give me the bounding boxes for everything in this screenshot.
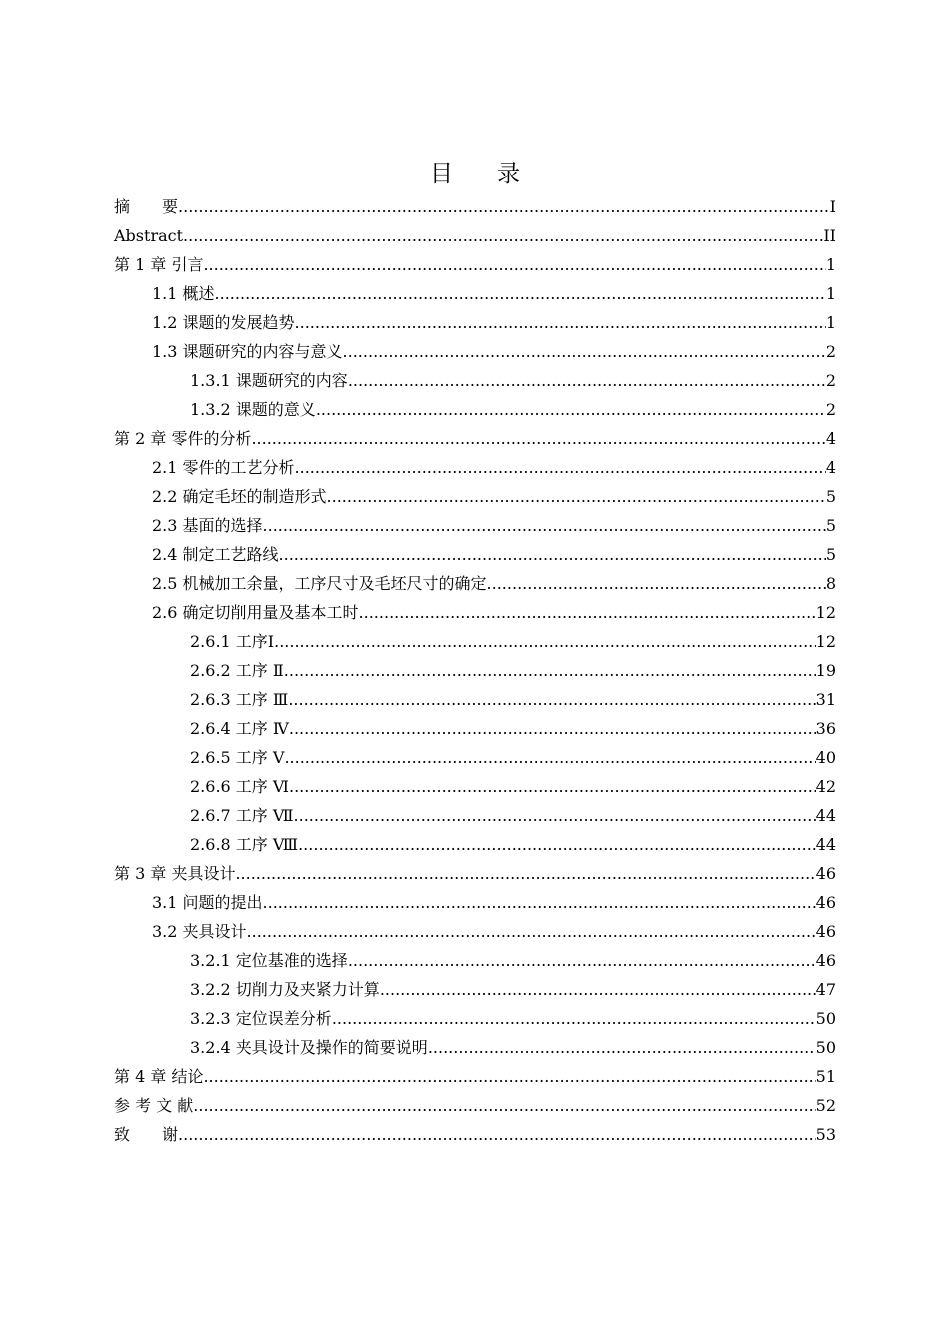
toc-dot-leader bbox=[274, 627, 816, 656]
toc-entry-22[interactable] bbox=[114, 801, 836, 830]
toc-entry-label: 致 谢 bbox=[114, 1125, 179, 1144]
toc-entry-label: 2.6.8 工序 Ⅷ bbox=[190, 835, 299, 854]
toc-entry-page: 1 bbox=[825, 255, 836, 274]
toc-entry-label: 2.3 基面的选择 bbox=[152, 516, 263, 535]
toc-entry-1[interactable] bbox=[114, 192, 836, 221]
toc-dot-leader bbox=[263, 888, 816, 917]
toc-entry-label: 2.6.7 工序 Ⅶ bbox=[190, 806, 294, 825]
toc-entry-page: 2 bbox=[825, 371, 836, 390]
toc-entry-11[interactable] bbox=[114, 482, 836, 511]
toc-entry-page: 53 bbox=[815, 1125, 836, 1144]
toc-dot-leader bbox=[183, 221, 823, 250]
toc-entry-page: 2 bbox=[825, 400, 836, 419]
toc-entry-18[interactable] bbox=[114, 685, 836, 714]
toc-entry-page: 19 bbox=[815, 661, 836, 680]
toc-dot-leader bbox=[263, 511, 826, 540]
toc-entry-page: 4 bbox=[825, 429, 836, 448]
toc-entry-page: I bbox=[829, 197, 836, 216]
toc-entry-page: 31 bbox=[815, 690, 836, 709]
toc-entry-label: 1.3 课题研究的内容与意义 bbox=[152, 342, 343, 361]
toc-entry-27[interactable] bbox=[114, 946, 836, 975]
toc-dot-leader bbox=[284, 656, 816, 685]
toc-entry-24[interactable] bbox=[114, 859, 836, 888]
toc-entry-page: 1 bbox=[825, 313, 836, 332]
toc-entry-30[interactable] bbox=[114, 1033, 836, 1062]
toc-entry-label: 2.6.5 工序 Ⅴ bbox=[190, 748, 285, 767]
table-of-contents bbox=[114, 192, 836, 1149]
toc-dot-leader bbox=[284, 743, 815, 772]
toc-entry-page: 12 bbox=[815, 603, 836, 622]
toc-entry-label: 第 2 章 零件的分析 bbox=[114, 429, 252, 448]
toc-entry-page: 44 bbox=[815, 835, 836, 854]
toc-entry-page: 46 bbox=[815, 951, 836, 970]
toc-entry-page: 42 bbox=[815, 777, 836, 796]
toc-entry-page: 12 bbox=[815, 632, 836, 651]
toc-dot-leader bbox=[295, 308, 826, 337]
toc-entry-label: 2.2 确定毛坯的制造形式 bbox=[152, 487, 327, 506]
toc-entry-label: 2.1 零件的工艺分析 bbox=[152, 458, 295, 477]
toc-entry-label: 1.3.2 课题的意义 bbox=[190, 400, 316, 419]
toc-dot-leader bbox=[295, 453, 826, 482]
toc-entry-label: 3.2 夹具设计 bbox=[152, 922, 247, 941]
toc-entry-label: 参 考 文 献 bbox=[114, 1096, 194, 1115]
toc-entry-page: 44 bbox=[815, 806, 836, 825]
toc-entry-label: Abstract bbox=[114, 226, 184, 245]
toc-dot-leader bbox=[279, 540, 826, 569]
toc-entry-page: 52 bbox=[815, 1096, 836, 1115]
toc-entry-label: 第 3 章 夹具设计 bbox=[114, 864, 236, 883]
toc-entry-label: 3.2.4 夹具设计及操作的简要说明 bbox=[190, 1038, 428, 1057]
toc-dot-leader bbox=[316, 395, 826, 424]
toc-entry-page: 4 bbox=[825, 458, 836, 477]
toc-dot-leader bbox=[215, 279, 826, 308]
toc-dot-leader bbox=[428, 1033, 816, 1062]
toc-dot-leader bbox=[178, 192, 830, 221]
toc-entry-page: 46 bbox=[815, 922, 836, 941]
toc-entry-14[interactable] bbox=[114, 569, 836, 598]
toc-dot-leader bbox=[294, 801, 816, 830]
toc-dot-leader bbox=[380, 975, 816, 1004]
toc-entry-label: 3.2.2 切削力及夹紧力计算 bbox=[190, 980, 380, 999]
toc-entry-31[interactable] bbox=[114, 1062, 836, 1091]
toc-entry-17[interactable] bbox=[114, 656, 836, 685]
toc-dot-leader bbox=[359, 598, 816, 627]
toc-dot-leader bbox=[247, 917, 816, 946]
toc-dot-leader bbox=[343, 337, 826, 366]
toc-entry-label: 第 1 章 引言 bbox=[114, 255, 204, 274]
toc-entry-12[interactable] bbox=[114, 511, 836, 540]
toc-dot-leader bbox=[203, 250, 825, 279]
toc-entry-16[interactable] bbox=[114, 627, 836, 656]
toc-entry-page: 5 bbox=[825, 516, 836, 535]
toc-entry-page: 50 bbox=[815, 1038, 836, 1057]
toc-entry-20[interactable] bbox=[114, 743, 836, 772]
toc-dot-leader bbox=[298, 830, 816, 859]
toc-entry-6[interactable] bbox=[114, 337, 836, 366]
toc-entry-label: 2.6.3 工序 Ⅲ bbox=[190, 690, 289, 709]
toc-entry-25[interactable] bbox=[114, 888, 836, 917]
toc-dot-leader bbox=[193, 1091, 815, 1120]
toc-entry-label: 1.1 概述 bbox=[152, 284, 215, 303]
toc-entry-13[interactable] bbox=[114, 540, 836, 569]
toc-entry-3[interactable] bbox=[114, 250, 836, 279]
toc-dot-leader bbox=[487, 569, 826, 598]
toc-entry-label: 2.6.4 工序 Ⅳ bbox=[190, 719, 289, 738]
toc-entry-10[interactable] bbox=[114, 453, 836, 482]
toc-entry-label: 1.2 课题的发展趋势 bbox=[152, 313, 295, 332]
toc-entry-33[interactable] bbox=[114, 1120, 836, 1149]
toc-entry-32[interactable] bbox=[114, 1091, 836, 1120]
toc-entry-page: 50 bbox=[815, 1009, 836, 1028]
toc-entry-page: 36 bbox=[815, 719, 836, 738]
toc-entry-label: 3.2.3 定位误差分析 bbox=[190, 1009, 332, 1028]
toc-entry-page: II bbox=[823, 226, 836, 245]
toc-entry-21[interactable] bbox=[114, 772, 836, 801]
toc-dot-leader bbox=[251, 424, 825, 453]
toc-entry-4[interactable] bbox=[114, 279, 836, 308]
toc-entry-page: 51 bbox=[815, 1067, 836, 1086]
toc-dot-leader bbox=[348, 946, 816, 975]
toc-entry-8[interactable] bbox=[114, 395, 836, 424]
toc-entry-page: 8 bbox=[825, 574, 836, 593]
toc-dot-leader bbox=[332, 1004, 816, 1033]
toc-entry-label: 3.2.1 定位基准的选择 bbox=[190, 951, 348, 970]
toc-dot-leader bbox=[289, 714, 816, 743]
toc-entry-15[interactable] bbox=[114, 598, 836, 627]
toc-dot-leader bbox=[235, 859, 815, 888]
toc-entry-label: 2.6.1 工序Ⅰ bbox=[190, 632, 275, 651]
toc-entry-page: 46 bbox=[815, 893, 836, 912]
toc-dot-leader bbox=[178, 1120, 816, 1149]
toc-entry-page: 47 bbox=[815, 980, 836, 999]
toc-dot-leader bbox=[288, 685, 815, 714]
toc-entry-label: 2.6 确定切削用量及基本工时 bbox=[152, 603, 359, 622]
toc-dot-leader bbox=[203, 1062, 815, 1091]
toc-entry-label: 2.4 制定工艺路线 bbox=[152, 545, 279, 564]
toc-dot-leader bbox=[289, 772, 816, 801]
toc-entry-26[interactable] bbox=[114, 917, 836, 946]
toc-entry-page: 1 bbox=[825, 284, 836, 303]
toc-entry-page: 46 bbox=[815, 864, 836, 883]
toc-entry-page: 2 bbox=[825, 342, 836, 361]
toc-entry-7[interactable] bbox=[114, 366, 836, 395]
toc-entry-19[interactable] bbox=[114, 714, 836, 743]
page-title: 目录 bbox=[430, 161, 564, 187]
toc-entry-label: 3.1 问题的提出 bbox=[152, 893, 263, 912]
toc-entry-23[interactable] bbox=[114, 830, 836, 859]
toc-entry-label: 2.6.2 工序 Ⅱ bbox=[190, 661, 284, 680]
toc-entry-9[interactable] bbox=[114, 424, 836, 453]
toc-entry-page: 5 bbox=[825, 545, 836, 564]
toc-entry-5[interactable] bbox=[114, 308, 836, 337]
toc-entry-label: 第 4 章 结论 bbox=[114, 1067, 204, 1086]
toc-entry-label: 2.5 机械加工余量，工序尺寸及毛坯尺寸的确定 bbox=[152, 574, 487, 593]
toc-dot-leader bbox=[348, 366, 826, 395]
toc-entry-page: 5 bbox=[825, 487, 836, 506]
toc-entry-2[interactable] bbox=[114, 221, 836, 250]
toc-entry-label: 摘 要 bbox=[114, 197, 179, 216]
toc-entry-label: 2.6.6 工序 Ⅵ bbox=[190, 777, 289, 796]
toc-entry-page: 40 bbox=[815, 748, 836, 767]
toc-dot-leader bbox=[327, 482, 826, 511]
toc-entry-28[interactable] bbox=[114, 975, 836, 1004]
toc-entry-label: 1.3.1 课题研究的内容 bbox=[190, 371, 348, 390]
toc-entry-29[interactable] bbox=[114, 1004, 836, 1033]
